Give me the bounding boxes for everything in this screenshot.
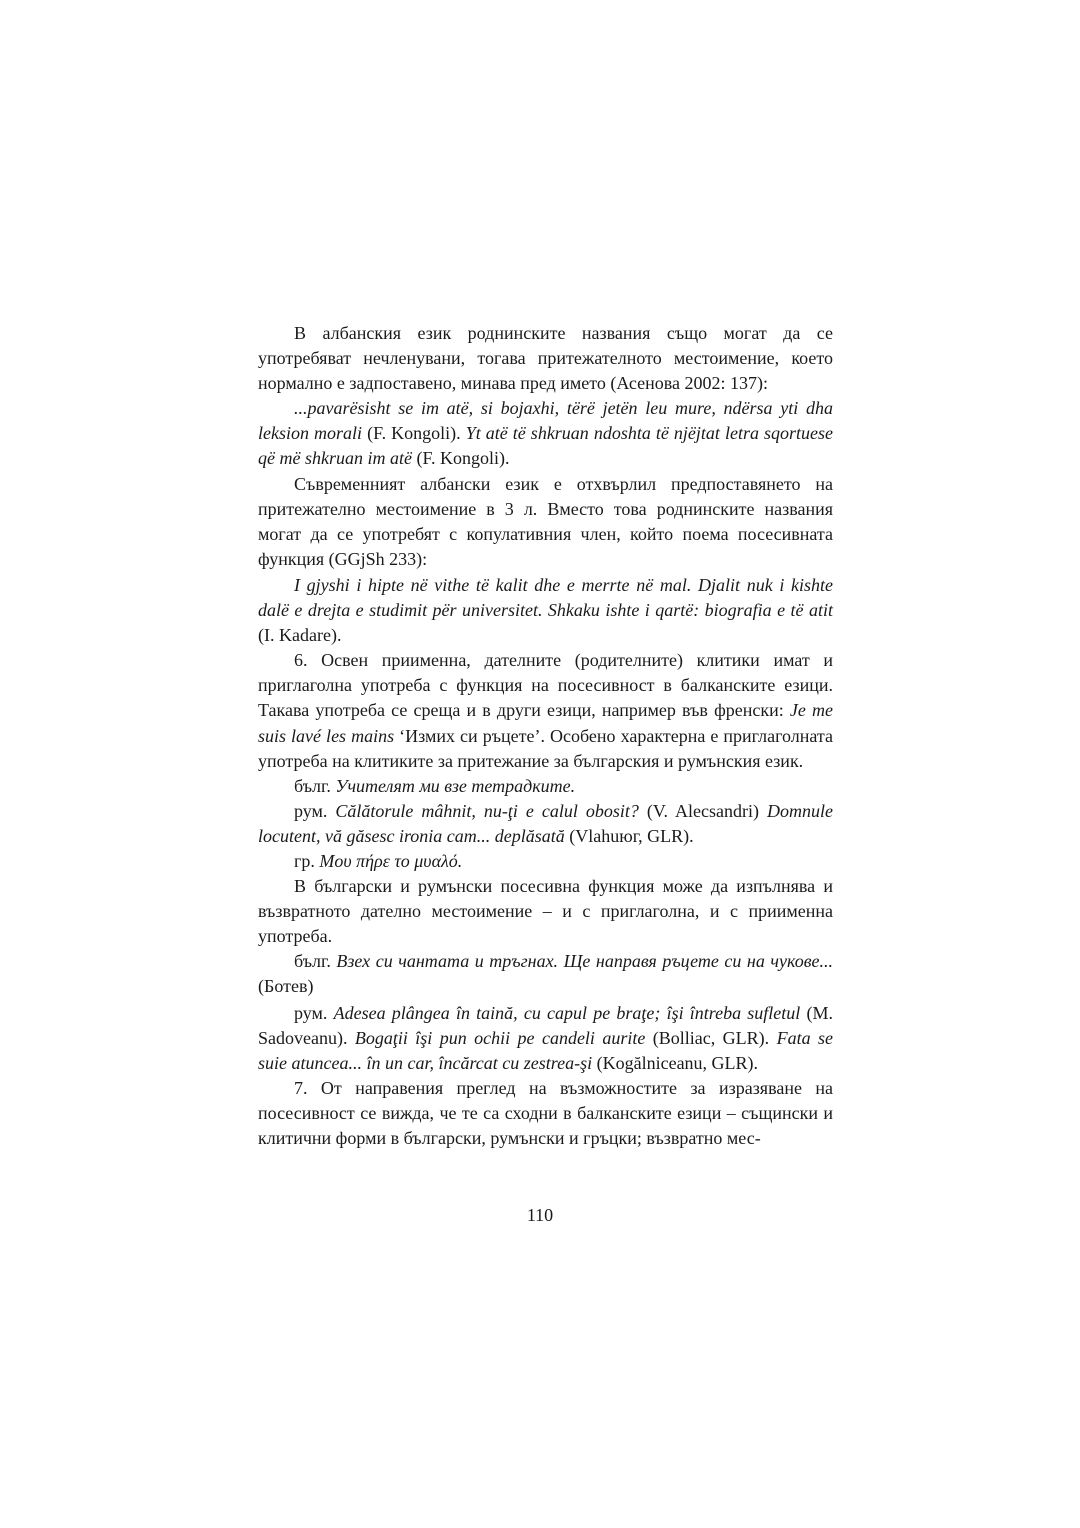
paragraph [258, 1076, 833, 1151]
text-run: Съвременният албански език е отхвърлил предпоставянето на притежателно местоимение в 3 л. Вместо това роднинските названия могат да се употребят с копулативния член, който поема посесивната функция (GGjSh 233): [258, 473, 833, 569]
italic-example-text: Călătorule mâhnit, nu-ţi e calul obosit? [335, 800, 639, 821]
italic-example-text: Учителят ми взе тетрадките. [335, 775, 576, 796]
italic-example-text: Domnule locutent, vă găsesc ironia cam... deplăsată [258, 800, 833, 846]
paragraph [258, 648, 833, 773]
paragraph [258, 472, 833, 572]
body-text [258, 321, 833, 1151]
paragraph [258, 1001, 833, 1076]
text-run: 7. От направения преглед на възможностите за изразяване на посесивност се вижда, че те са сходни в балканските езици – същински и клитични форми в български, румънски и гръцки; възвратно мес- [258, 1077, 833, 1148]
text-run: бълг. [294, 951, 337, 972]
italic-example-text: Bogaţii îşi pun ochii pe candeli aurite [354, 1027, 646, 1048]
text-run: рум. [294, 1002, 334, 1023]
paragraph [258, 774, 833, 799]
paragraph [258, 874, 833, 949]
text-run: гр. [294, 850, 320, 871]
text-run: (V. Alecsandri) [638, 800, 767, 821]
text-run: В български и румънски посесивна функция може да изпълнява и възвратното дателно местоимение – и с приглаголна, и с приименна употреба. [258, 876, 833, 947]
text-run: В албанския език роднинските названия също могат да се употребяват нечленувани, тогава притежателното местоимение, което нормално е задпоставено, минава пред името (Асенова 2002: 137): [258, 323, 833, 394]
italic-example-text: Je me suis lavé les mains [258, 700, 833, 746]
paragraph [258, 799, 833, 849]
paragraph [258, 396, 833, 471]
text-run: (M. Sadoveanu). [258, 1002, 834, 1048]
text-run: (Ботев) [258, 976, 314, 997]
text-run: (Bolliac, GLR). [645, 1027, 777, 1048]
italic-example-text: Yt atë të shkruan ndoshta të njëjtat letra sqortuese që më shkruan im atë [258, 423, 833, 469]
italic-example-text: Adesea plângea în taină, cu capul pe braţe; îşi întreba sufletul [333, 1002, 801, 1023]
text-run: 6. Освен приименна, дателните (родителните) клитики имат и приглаголна употреба с функция на посесивност в балканските езици. Такава употреба се среща и в други езици, например във френски: [258, 650, 833, 721]
italic-example-text: Fata se suie atuncea... în un car, încărcat cu zestrea-şi [258, 1027, 833, 1073]
text-run: (Kogălniceanu, GLR). [592, 1052, 759, 1073]
italic-example-text: I gjyshi i hipte në vithe të kalit dhe e merrte në mal. Djalit nuk i kishte dalë e drejta e studimit për universitet. Shkaku ishte i qartë: biografia e të atit [258, 574, 833, 621]
italic-example-text: Взех си чантата и тръгнах. Ще направя ръцете си на чукове... [336, 951, 834, 972]
page-number: 110 [526, 1205, 554, 1225]
paragraph [258, 849, 833, 874]
text-run: ‘Измих си ръцете’. Особено характерна е приглаголната употреба на клитиките за притежание за българския и румънския език. [258, 725, 833, 771]
text-run: (I. Kadare). [258, 625, 342, 646]
paragraph [258, 949, 833, 999]
paragraph [258, 573, 833, 648]
text-run: рум. [294, 800, 336, 821]
text-run: бълг. [294, 775, 336, 796]
italic-example-text: ...pavarësisht se im atë, si bojaxhi, tërë jetën leu mure, ndërsa yti dha leksion morali [258, 398, 833, 444]
text-run: (F. Kongoli). [411, 448, 510, 469]
text-run: (F. Kongoli). [362, 423, 466, 444]
text-run: (Vlahuюг, GLR). [564, 825, 694, 846]
paragraph [258, 321, 833, 396]
italic-example-text: Μου πήρε το μυαλό. [319, 850, 463, 871]
